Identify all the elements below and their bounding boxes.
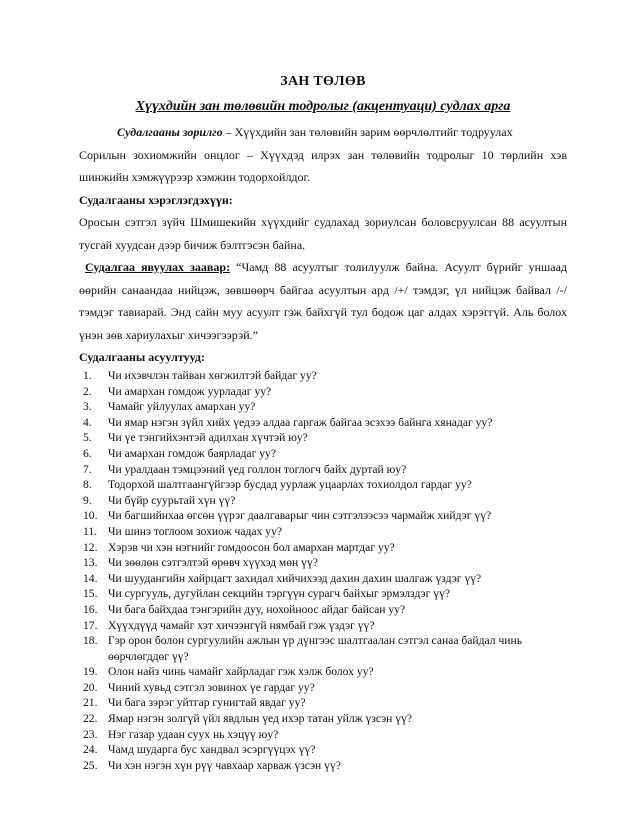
question-item: [79, 711, 567, 727]
document-title: ЗАН ТӨЛӨВ: [280, 74, 366, 89]
question-number: 12.: [83, 540, 98, 554]
materials-heading: Судалгааны хэрэглэгдэхүүн:: [79, 192, 233, 207]
question-item: [79, 368, 567, 384]
question-item: [79, 446, 567, 462]
materials-paragraph: Оросын сэтгэл зүйч Шмишекийн хүүхдийг судлахад зориулсан боловсруулсан 88 асуултын тусгай хуудсан дээр бичиж бэлтгэсэн байна.: [79, 215, 567, 252]
question-number: 21.: [83, 696, 98, 710]
question-text: Чамд шударга бус хандвал эсэргүүцэх үү?: [108, 743, 316, 757]
purpose-paragraph: [79, 121, 567, 144]
question-item: [79, 602, 567, 618]
question-item: [79, 664, 567, 680]
question-number: 17.: [83, 618, 98, 632]
question-item: [79, 493, 567, 509]
question-item: [79, 586, 567, 602]
question-item: [79, 555, 567, 571]
question-number: 3.: [83, 400, 92, 414]
question-text: Чи бага байхдаа тэнгэрийн дуу, нохойноос айдаг байсан уу?: [108, 602, 406, 616]
question-number: 4.: [83, 415, 92, 429]
question-text: Чиний хувьд сэтгэл зовинох үе гардаг уу?: [108, 680, 315, 694]
question-number: 22.: [83, 712, 98, 726]
question-number: 23.: [83, 727, 98, 741]
purpose-text: Хүүхдийн зан төлөвийн зарим өөрчлөлтийг тодруулах: [234, 125, 513, 139]
question-item: [79, 742, 567, 758]
question-number: 14.: [83, 571, 98, 585]
purpose-dash: –: [222, 125, 235, 139]
question-text: Чамайг уйлуулах амархан уу?: [108, 400, 256, 414]
question-text: Чи үе тэнгийхэнтэй адилхан хүчтэй юу?: [108, 431, 308, 445]
test-features-paragraph: Сорилын зохиомжийн онцлог – Хүүхдэд илрэх зан төлөвийн тодролыг 10 төрлийн хэв шинжийн хэмжүүрээр хэмжин тодорхойлдог.: [79, 147, 567, 184]
question-number: 16.: [83, 602, 98, 616]
question-number: 13.: [83, 556, 98, 570]
question-text: Чи ихэвчлэн тайван хөгжилтэй байдаг уу?: [108, 369, 317, 382]
questions-list: [79, 368, 567, 773]
instruction-label: Судалгаа явуулах заавар:: [85, 260, 231, 274]
question-item: [79, 695, 567, 711]
question-number: 8.: [83, 478, 92, 492]
question-text: Чи бүйр суурьтай хүн үү?: [108, 493, 236, 507]
question-number: 15.: [83, 587, 98, 601]
question-number: 24.: [83, 743, 98, 757]
question-number: 6.: [83, 446, 92, 460]
document-subtitle: Хүүхдийн зан төлөвийн тодролыг (акцентуаци) судлах арга: [135, 99, 511, 114]
question-text: Чи зөөлөн сэтгэлтэй өрөвч хүүхэд мөн үү?: [108, 556, 318, 570]
question-text: Олон найз чинь чамайг хайрладаг гэж хэлж болох уу?: [108, 665, 374, 679]
question-text: Чи хэн нэгэн хүн рүү чавхаар харваж үзсэн үү?: [108, 758, 341, 772]
question-text: Тодорхой шалтгаангүйгээр бусдад уурлаж уцаарлах тохиолдол гардаг уу?: [108, 478, 472, 492]
question-item: [79, 477, 567, 493]
question-text: Чи амархан гомдож баярладаг уу?: [108, 446, 276, 460]
purpose-label: Судалгааны зорилго: [117, 125, 223, 139]
question-item: [79, 430, 567, 446]
question-item: [79, 680, 567, 696]
question-text: Чи ямар нэгэн зүйл хийх үедээ алдаа гаргаж байгаа эсэхээ байнга хянадаг уу?: [108, 415, 493, 429]
question-text: Чи амархан гомдож уурладаг уу?: [108, 384, 272, 398]
question-item: [79, 508, 567, 524]
question-number: 20.: [83, 680, 98, 694]
question-item: [79, 462, 567, 478]
question-number: 9.: [83, 493, 92, 507]
question-number: 5.: [83, 431, 92, 445]
question-item: [79, 633, 567, 664]
question-item: [79, 727, 567, 743]
question-text: Чи шинэ тоглоом зохиож чадах уу?: [108, 524, 283, 538]
question-number: 19.: [83, 665, 98, 679]
question-number: 10.: [83, 509, 98, 523]
question-item: [79, 758, 567, 774]
question-text: Нэг газар удаан суух нь хэцүү юу?: [108, 727, 279, 741]
question-text: Чи багшийнхаа өгсөн үүрэг даалгаварыг чин сэтгэлээсээ чармайж хийдэг үү?: [108, 509, 492, 523]
question-item: [79, 384, 567, 400]
question-text: Чи бага зэрэг уйтгар гунигтай явдаг уу?: [108, 696, 306, 710]
questions-heading: Судалгааны асуултууд:: [79, 350, 205, 364]
question-text: Чи шуудангийн хайрцагт захидал хийчихээд дахин дахин шалгаж үздэг үү?: [108, 571, 482, 585]
question-number: 2.: [83, 384, 92, 398]
question-item: [79, 524, 567, 540]
question-item: [79, 540, 567, 556]
question-item: [79, 415, 567, 431]
question-text: Хүүхдүүд чамайг хэт хичээнгүй нямбай гэж үздэг үү?: [108, 618, 375, 632]
question-number: 25.: [83, 758, 98, 772]
question-text: Чи уралдаан тэмцээний үед голлон тоглогч байх дуртай юу?: [108, 462, 407, 476]
question-item: [79, 571, 567, 587]
question-number: 11.: [83, 524, 98, 538]
question-text: Хэрэв чи хэн нэгнийг гомдоосон бол амархан мартдаг уу?: [108, 540, 395, 554]
instruction-text: “Чамд 88 асуултыг толилуулж байна. Асуулт бүрийг уншаад өөрийн санаандаа нийцэж, зөвшөөрч байгаа асуултын ард /+/ тэмдэг, үл нийцэж байвал /-/ тэмдэг тавиарай. Энд сайн муу асуулт гэж байхгүй тул бодож цаг алдах хэрэггүй. Аль болох үнэн зөв хариулахыг хичээгээрэй.”: [79, 260, 567, 342]
question-text: Ямар нэгэн золгүй үйл явдлын үед ихэр татан уйлж үзсэн үү?: [108, 712, 413, 726]
body-text: [79, 121, 567, 369]
question-number: 7.: [83, 462, 92, 476]
question-number: 1.: [83, 369, 92, 382]
question-text: Чи сургууль, дугуйлан секцийн тэргүүн сурагч байхыг эрмэлздэг үү?: [108, 587, 451, 601]
question-item: [79, 618, 567, 634]
instruction-paragraph: [79, 256, 567, 346]
question-number: 18.: [83, 634, 98, 648]
question-text: Гэр орон болон сургуулийн ажлын үр дүнгээс шалтгаалан сэтгэл санаа байдал чинь өөрчлөгддөг үү?: [108, 634, 522, 663]
question-item: [79, 399, 567, 415]
